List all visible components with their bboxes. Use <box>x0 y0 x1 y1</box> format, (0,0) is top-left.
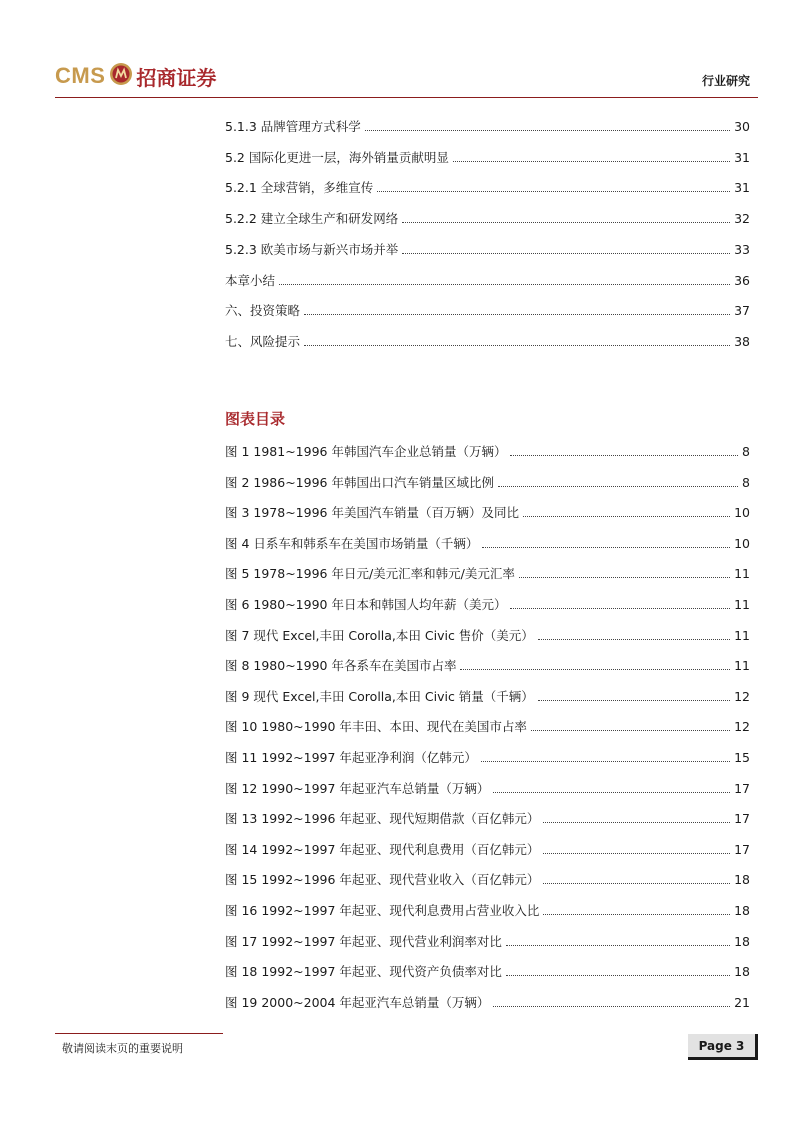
entry-label: 图 18 1992~1997 年起亚、现代资产负债率对比 <box>225 964 502 980</box>
figure-entry[interactable] <box>225 593 750 613</box>
dot-leader <box>279 284 730 285</box>
dot-leader <box>493 792 730 793</box>
entry-page-number: 11 <box>734 566 750 582</box>
figure-entry[interactable] <box>225 807 750 827</box>
report-category: 行业研究 <box>701 74 750 88</box>
dot-leader <box>510 455 738 456</box>
entry-label: 图 15 1992~1996 年起亚、现代营业收入（百亿韩元） <box>225 872 540 888</box>
disclaimer-note: 敬请阅读末页的重要说明 <box>62 1042 183 1055</box>
entry-page-number: 21 <box>734 994 750 1010</box>
entry-page-number: 18 <box>734 872 750 888</box>
toc-entry[interactable] <box>225 115 750 135</box>
entry-label: 5.2.1 全球营销，多维宣传 <box>225 180 374 196</box>
entry-page-number: 32 <box>734 211 750 227</box>
dot-leader <box>460 669 730 670</box>
entry-label: 图 14 1992~1997 年起亚、现代利息费用（百亿韩元） <box>225 841 540 857</box>
entry-page-number: 18 <box>734 964 750 980</box>
toc-entry[interactable] <box>225 299 750 319</box>
entry-page-number: 17 <box>734 841 750 857</box>
logo-company-name: 招商证券 <box>136 65 217 90</box>
dot-leader <box>482 547 730 548</box>
dot-leader <box>543 822 730 823</box>
entry-label: 图 13 1992~1996 年起亚、现代短期借款（百亿韩元） <box>225 811 540 827</box>
entry-page-number: 15 <box>734 750 750 765</box>
entry-page-number: 12 <box>734 719 750 735</box>
entry-label: 六、投资策略 <box>225 303 301 319</box>
entry-label: 图 11 1992~1997 年起亚净利润（亿韩元） <box>225 750 477 765</box>
entry-label: 图 5 1978~1996 年日元/美元汇率和韩元/美元汇率 <box>225 566 515 582</box>
figures-list-title: 图表目录 <box>225 410 286 428</box>
entry-page-number: 11 <box>734 627 750 643</box>
dot-leader <box>304 345 730 346</box>
entry-label: 图 10 1980~1990 年丰田、本田、现代在美国市占率 <box>225 719 527 735</box>
dot-leader <box>510 608 730 609</box>
toc-entry[interactable] <box>225 330 750 350</box>
figure-entry[interactable] <box>225 654 750 674</box>
entry-page-number: 36 <box>734 272 750 288</box>
entry-page-number: 33 <box>734 241 750 257</box>
dot-leader <box>304 314 730 315</box>
toc-entry[interactable] <box>225 176 750 196</box>
entry-label: 七、风险提示 <box>225 333 301 349</box>
figure-entry[interactable] <box>225 991 750 1011</box>
figure-entry[interactable] <box>225 562 750 582</box>
figure-entry[interactable] <box>225 746 750 766</box>
footer-divider <box>55 1033 223 1034</box>
dot-leader <box>543 914 730 915</box>
dot-leader <box>543 853 730 854</box>
logo-text: CMS <box>55 63 106 88</box>
figure-entry[interactable] <box>225 899 750 919</box>
entry-label: 图 2 1986~1996 年韩国出口汽车销量区域比例 <box>225 474 494 490</box>
figure-entry[interactable] <box>225 624 750 644</box>
entry-page-number: 31 <box>734 180 750 196</box>
dot-leader <box>377 191 730 192</box>
page-header <box>55 58 758 98</box>
toc-entry[interactable] <box>225 207 750 227</box>
entry-label: 5.1.3 品牌管理方式科学 <box>225 119 361 134</box>
figure-entry[interactable] <box>225 960 750 980</box>
toc-entry[interactable] <box>225 269 750 289</box>
figure-entry[interactable] <box>225 777 750 797</box>
dot-leader <box>493 1006 730 1007</box>
dot-leader <box>523 516 730 517</box>
entry-label: 5.2.2 建立全球生产和研发网络 <box>225 211 399 227</box>
dot-leader <box>519 577 730 578</box>
entry-label: 图 19 2000~2004 年起亚汽车总销量（万辆） <box>225 994 490 1010</box>
dot-leader <box>538 700 730 701</box>
logo-emblem-icon <box>109 62 133 90</box>
entry-label: 图 12 1990~1997 年起亚汽车总销量（万辆） <box>225 780 490 796</box>
entry-page-number: 38 <box>734 333 750 349</box>
entry-label: 图 3 1978~1996 年美国汽车销量（百万辆）及同比 <box>225 505 519 521</box>
cms-logo <box>55 58 216 94</box>
dot-leader <box>365 130 730 131</box>
dot-leader <box>506 975 730 976</box>
figure-entry[interactable] <box>225 471 750 491</box>
entry-page-number: 11 <box>734 658 750 674</box>
entry-page-number: 12 <box>734 688 750 704</box>
figure-entry[interactable] <box>225 501 750 521</box>
entry-page-number: 8 <box>742 444 750 459</box>
entry-label: 5.2 国际化更进一层，海外销量贡献明显 <box>225 149 449 165</box>
entry-label: 本章小结 <box>225 272 276 288</box>
entry-page-number: 17 <box>734 780 750 796</box>
entry-page-number: 17 <box>734 811 750 827</box>
figure-entry[interactable] <box>225 868 750 888</box>
figure-entry[interactable] <box>225 715 750 735</box>
entry-label: 图 6 1980~1990 年日本和韩国人均年薪（美元） <box>225 597 507 612</box>
toc-entry[interactable] <box>225 146 750 166</box>
entry-page-number: 8 <box>742 474 750 490</box>
dot-leader <box>531 730 730 731</box>
dot-leader <box>481 761 730 762</box>
entry-page-number: 18 <box>734 933 750 949</box>
entry-page-number: 10 <box>734 505 750 521</box>
dot-leader <box>402 222 730 223</box>
dot-leader <box>402 253 730 254</box>
figure-entry[interactable] <box>225 685 750 705</box>
entry-label: 图 16 1992~1997 年起亚、现代利息费用占营业收入比 <box>225 903 540 918</box>
header-divider <box>55 97 758 98</box>
entry-label: 5.2.3 欧美市场与新兴市场并举 <box>225 241 399 257</box>
entry-label: 图 9 现代 Excel,丰田 Corolla,本田 Civic 销量（千辆） <box>225 688 534 704</box>
entry-label: 图 8 1980~1990 年各系车在美国市占率 <box>225 658 457 674</box>
toc-entry[interactable] <box>225 238 750 258</box>
figure-entry[interactable] <box>225 532 750 552</box>
dot-leader <box>453 161 730 162</box>
dot-leader <box>543 883 730 884</box>
entry-label: 图 4 日系车和韩系车在美国市场销量（千辆） <box>225 535 479 551</box>
entry-page-number: 18 <box>734 903 750 918</box>
entry-page-number: 30 <box>734 119 750 134</box>
page-number: Page 3 <box>688 1034 758 1060</box>
dot-leader <box>498 486 738 487</box>
figure-entry[interactable] <box>225 930 750 950</box>
entry-page-number: 11 <box>734 597 750 612</box>
dot-leader <box>538 639 730 640</box>
dot-leader <box>506 945 730 946</box>
entry-label: 图 7 现代 Excel,丰田 Corolla,本田 Civic 售价（美元） <box>225 627 534 643</box>
entry-page-number: 37 <box>734 303 750 319</box>
figure-entry[interactable] <box>225 440 750 460</box>
figure-entry[interactable] <box>225 838 750 858</box>
entry-label: 图 17 1992~1997 年起亚、现代营业利润率对比 <box>225 933 502 949</box>
entry-page-number: 10 <box>734 535 750 551</box>
entry-page-number: 31 <box>734 149 750 165</box>
entry-label: 图 1 1981~1996 年韩国汽车企业总销量（万辆） <box>225 444 507 459</box>
